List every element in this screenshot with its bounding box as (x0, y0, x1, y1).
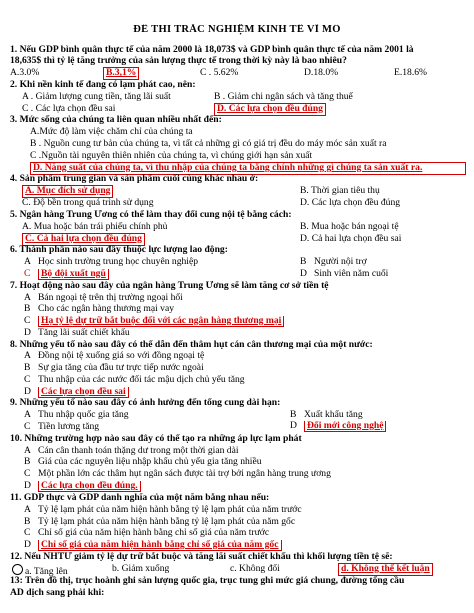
q10-label-b: B (24, 457, 31, 467)
question-2-text: 2. Khi nền kinh tế đang có lạm phát cao, nên: (10, 80, 196, 90)
q9-option-c-text: Tiền lương tăng (38, 422, 100, 432)
q8-option-d[interactable] (24, 387, 129, 398)
q7-option-c[interactable] (24, 316, 284, 327)
q8-option-c-text: Thu nhập của các nước đối tác mậu dịch chủ yếu tăng (38, 375, 245, 385)
q7-option-a-text: Bán ngoại tệ trên thị trường ngoại hối (38, 293, 183, 303)
q7-option-d[interactable] (24, 328, 130, 339)
q4-option-c[interactable]: C. Độ bền trong quá trình sử dụng (22, 198, 154, 208)
q1-option-b[interactable]: B.3,1% (103, 67, 139, 80)
q7-option-a[interactable] (24, 293, 183, 304)
question-7-text: 7. Hoạt động nào sau đây của ngân hàng Trung Ương sẽ làm tăng cơ sở tiền tệ (10, 281, 329, 291)
q11-option-d-text: Chỉ số giá của năm hiện hành bằng chỉ số giá của năm gốc (38, 540, 282, 551)
q9-option-a[interactable] (24, 410, 129, 421)
q8-label-b: B (24, 363, 31, 373)
q3-option-d[interactable]: D. Năng suất của chúng ta, vì thu nhập của chúng ta bằng chính những gì chúng ta sản xuất ra. (30, 162, 466, 175)
q3-option-b[interactable]: B . Nguồn cung tư bản của chúng ta, vì tất cả những gì có giá trị đều do máy móc sản xuất ra (30, 139, 387, 149)
q10-label-d: D (24, 481, 31, 491)
q6-option-b[interactable] (300, 257, 367, 268)
q5-option-c[interactable]: C. Cả hai lựa chọn đều đúng (22, 233, 145, 246)
q12-option-c[interactable]: c. Không đổi (230, 564, 280, 574)
q2-option-b[interactable]: B . Giảm chi ngân sách và tăng thuế (214, 92, 353, 102)
q9-option-d-text: Đổi mới công nghệ (304, 421, 386, 432)
q11-label-c: C (24, 528, 31, 538)
q1-option-c[interactable]: C . 5.62% (200, 68, 239, 78)
q7-label-b: B (24, 304, 31, 314)
q1-option-d[interactable]: D.18.0% (304, 68, 339, 78)
q5-option-b[interactable]: B. Mua hoặc bán ngoại tệ (300, 222, 399, 232)
q11-option-d[interactable] (24, 540, 282, 551)
q9-label-d: D (290, 421, 297, 431)
q6-label-a: A (24, 257, 31, 267)
question-13-text-cont: AD dịch sang phải khi: (10, 588, 105, 598)
q7-label-d: D (24, 328, 31, 338)
question-1-text: 1. Nếu GDP bình quân thực tế của năm 2000 là 18,073$ và GDP bình quân thực tế của năm 2001 là (10, 45, 414, 55)
q5-option-a[interactable]: A. Mua hoặc bán trái phiếu chính phủ (22, 222, 168, 232)
q12-option-a-text: a. Tăng lên (25, 566, 68, 577)
q6-label-c: C (24, 269, 31, 279)
question-10-text: 10. Những trường hợp nào sau đây có thể tạo ra những áp lực lạm phát (10, 434, 302, 444)
q9-option-d[interactable] (290, 421, 386, 432)
q6-option-a[interactable] (24, 257, 198, 268)
q7-option-b-text: Cho các ngân hàng thương mại vay (38, 304, 175, 314)
question-12-text: 12. Nếu NHTƯ giảm tỷ lệ dự trữ bắt buộc và tăng lãi suất chiết khấu thì khối lượng tiền tệ sẽ: (10, 552, 393, 562)
q10-option-c[interactable] (24, 469, 331, 480)
q12-option-d[interactable]: d. Không thể kết luận (338, 563, 433, 576)
q8-option-b[interactable] (24, 363, 204, 374)
q11-option-a[interactable] (24, 505, 302, 516)
q7-label-c: C (24, 316, 31, 326)
q11-label-a: A (24, 505, 31, 515)
q11-option-b[interactable] (24, 517, 295, 528)
q1-option-a[interactable]: A.3.0% (10, 68, 40, 78)
q8-option-a-text: Đồng nội tệ xuống giá so với đồng ngoại tệ (38, 351, 205, 361)
q11-option-c[interactable] (24, 528, 269, 539)
q6-option-d[interactable] (300, 269, 388, 280)
q6-option-d-text: Sinh viên năm cuối (314, 269, 389, 279)
q9-option-b-text: Xuất khẩu tăng (304, 410, 363, 420)
question-5-text: 5. Ngân hàng Trung Ương có thể làm thay đổi cung nội tệ bằng cách: (10, 210, 292, 220)
q5-option-d[interactable]: D. Cả hai lựa chọn đều sai (300, 234, 402, 244)
q10-option-d[interactable] (24, 481, 141, 492)
q11-option-c-text: Chỉ số giá của năm hiện hành bằng chỉ số giá của năm trước (38, 528, 270, 538)
q10-option-b-text: Giá của các nguyên liệu nhập khẩu chủ yếu gia tăng nhiều (38, 457, 262, 467)
q1-option-e[interactable]: E.18.6% (394, 68, 428, 78)
q6-option-c-text: Bộ đội xuất ngũ (38, 269, 109, 280)
q10-option-c-text: Một phần lớn các thâm hụt ngân sách được tài trợ bởi ngân hàng trung ương (38, 469, 331, 479)
q6-option-b-text: Người nội trợ (314, 257, 367, 267)
question-1-text-cont: 18,635$ thì tỷ lệ tăng trưởng của sản lượng thực tế trong thời kỳ này là bao nhiêu? (10, 56, 347, 66)
q4-option-a[interactable]: A. Mục đích sử dụng (22, 185, 113, 198)
q11-label-b: B (24, 517, 31, 527)
q9-label-c: C (24, 422, 31, 432)
q8-option-b-text: Sự gia tăng của đầu tư trực tiếp nước ngoài (38, 363, 204, 373)
question-9-text: 9. Những yếu tố nào sau đây có ảnh hưởng đến tổng cung dài hạn: (10, 398, 281, 408)
q2-option-d[interactable]: D. Các lựa chọn đều đúng (214, 103, 326, 116)
q10-label-a: A (24, 446, 31, 456)
q11-option-b-text: Tỷ lệ lạm phát của năm hiện hành bằng tỷ lệ lạm phát của năm gốc (38, 517, 296, 527)
q3-option-a[interactable]: A.Mức độ làm việc chăm chỉ của chúng ta (30, 127, 193, 137)
q7-option-b[interactable] (24, 304, 174, 315)
q4-option-d[interactable]: D. Các lựa chọn đều đúng (300, 198, 401, 208)
q12-option-b[interactable]: b. Giảm xuống (112, 564, 170, 574)
q10-option-a[interactable] (24, 446, 239, 457)
q8-option-a[interactable] (24, 351, 204, 362)
q4-option-b[interactable]: B. Thời gian tiêu thụ (300, 186, 380, 196)
question-4-text: 4. Sản phẩm trung gian và sản phẩm cuối cùng khác nhau ở: (10, 174, 259, 184)
q6-option-a-text: Học sinh trường trung học chuyên nghiệp (38, 257, 199, 267)
q6-label-b: B (300, 257, 307, 267)
q2-option-a[interactable]: A . Giảm lượng cung tiền, tăng lãi suất (22, 92, 171, 102)
exam-title: ĐỀ THI TRẮC NGHIỆM KINH TẾ VĨ MÔ (133, 24, 341, 35)
q6-option-c[interactable] (24, 269, 109, 280)
q9-option-b[interactable] (290, 410, 363, 421)
q9-label-a: A (24, 410, 31, 420)
question-11-text: 11. GDP thực và GDP danh nghĩa của một năm bằng nhau nếu: (10, 493, 270, 503)
q7-label-a: A (24, 293, 31, 303)
q10-option-b[interactable] (24, 457, 262, 468)
q8-label-d: D (24, 387, 31, 397)
q11-label-d: D (24, 540, 31, 550)
q9-label-b: B (290, 410, 297, 420)
q9-option-a-text: Thu nhập quốc gia tăng (38, 410, 129, 420)
question-6-text: 6. Thành phần nào sau đây thuộc lực lượng lao động: (10, 245, 228, 255)
q2-option-c[interactable]: C . Các lựa chọn đều sai (22, 104, 116, 114)
q8-option-d-text: Các lựa chọn đều sai (38, 387, 129, 398)
q10-option-a-text: Cán cân thanh toán thặng dư trong một thời gian dài (38, 446, 239, 456)
q8-label-a: A (24, 351, 31, 361)
question-8-text: 8. Những yếu tố nào sau đây có thể dẫn đến thâm hụt cán cân thương mại của một nước: (10, 340, 373, 350)
q6-label-d: D (300, 269, 307, 279)
question-13-text: 13: Trên đồ thị, trục hoành ghi sản lượng quốc gia, trục tung ghi mức giá chung, đường tổng cầu (10, 576, 405, 586)
question-3-text: 3. Mức sống của chúng ta liên quan nhiều nhất đến: (10, 115, 222, 125)
q10-label-c: C (24, 469, 31, 479)
q8-option-c[interactable] (24, 375, 245, 386)
q11-option-a-text: Tỷ lệ lạm phát của năm hiện hành bằng tỷ lệ lạm phát của năm trước (38, 505, 302, 515)
radio-circle-icon (12, 564, 23, 575)
q10-option-d-text: Các lựa chọn đều đúng. (38, 481, 141, 492)
q7-option-d-text: Tăng lãi suất chiết khấu (38, 328, 130, 338)
q7-option-c-text: Hạ tỷ lệ dự trữ bắt buộc đối với các ngân hàng thương mại (38, 316, 284, 327)
q9-option-c[interactable] (24, 422, 99, 433)
q3-option-c[interactable]: C .Nguồn tài nguyên thiên nhiên của chúng ta, vì chúng giới hạn sản xuất (30, 151, 313, 161)
q8-label-c: C (24, 375, 31, 385)
